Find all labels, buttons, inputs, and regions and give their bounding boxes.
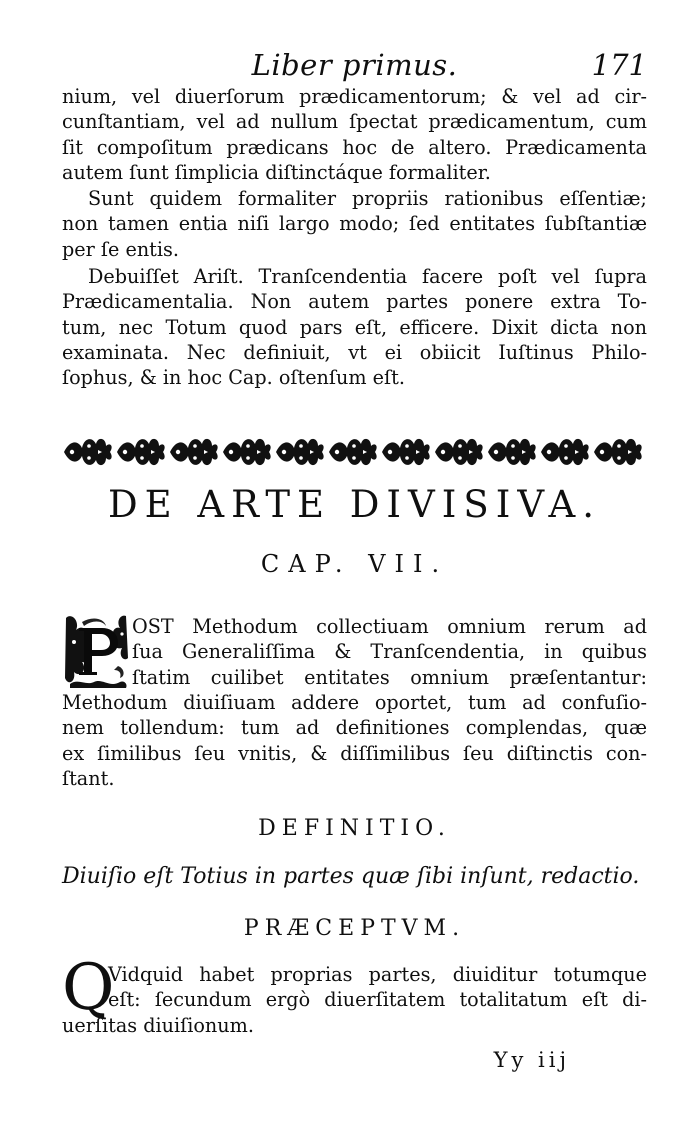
- text-line: nem tollendum: tum ad definitiones complendas, quæ: [62, 716, 647, 740]
- text-line: nium, vel diuerſorum prædicamentorum; & vel ad cir-: [62, 85, 647, 108]
- running-head-title: Liber primus.: [251, 48, 458, 82]
- text-line: OST Methodum collectiuam omnium rerum ad: [132, 615, 647, 638]
- text-line: ſtant.: [62, 766, 115, 790]
- text-line: ſua Generaliſſima & Tranſcendentia, in quibus: [132, 640, 647, 664]
- text-line: ſit compoſitum prædicans hoc de altero. Prædicamenta: [62, 135, 647, 159]
- praeceptum-paragraph-head: [108, 962, 647, 1013]
- text-line: Debuiſſet Ariſt. Tranſcendentia facere poſt vel ſupra: [88, 265, 647, 288]
- fleuron-row: [64, 439, 642, 465]
- page-number: 171: [591, 48, 647, 82]
- text-line: cunſtantiam, vel ad nullum ſpectat prædicamentum, cum: [62, 110, 647, 134]
- text-line: ſtatim cuilibet entitates omnium præſentantur:: [132, 665, 647, 689]
- signature-mark: Yy iij: [493, 1048, 570, 1072]
- text-line: tum, nec Totum quod pars eſt, efficere. Dixit dicta non: [62, 315, 647, 339]
- text-line: ſophus, & in hoc Cap. oſtenſum eſt.: [62, 366, 405, 390]
- fleuron-ornament-band: [62, 432, 647, 472]
- chapter-paragraph: [62, 690, 647, 791]
- text-line: per ſe entis.: [62, 237, 179, 261]
- decorated-initial-p: [62, 612, 130, 690]
- paragraph-continuation: [62, 84, 647, 185]
- text-line: Sunt quidem formaliter propriis rationibus eſſentiæ;: [88, 187, 647, 210]
- chapter-paragraph-head: [132, 614, 647, 690]
- text-line: non tamen entia niſi largo modo; ſed entitates ſubſtantiæ: [62, 212, 647, 236]
- definition-text: Diuiſio eſt Totius in partes quæ ſibi inſunt, redactio.: [62, 864, 640, 889]
- running-head: [62, 44, 647, 84]
- text-line: examinata. Nec definiuit, vt ei obiicit Iuſtinus Philo-: [62, 340, 647, 364]
- chapter-number: CAP. VII.: [260, 550, 449, 578]
- praeceptum-paragraph: [62, 1013, 647, 1038]
- text-line: autem ſunt ſimplicia diſtinctáque formaliter.: [62, 160, 491, 184]
- initial-letter-p-shape: [79, 628, 118, 675]
- paragraph-sunt-quidem: [62, 186, 647, 262]
- praeceptum-heading: PRÆCEPTVM.: [243, 916, 466, 941]
- text-line: ex ſimilibus ſeu vnitis, & diſſimilibus ſeu diſtinctis con-: [62, 741, 647, 765]
- text-line: Methodum diuiſiuam addere oportet, tum ad confuſio-: [62, 691, 647, 714]
- text-line: eſt: ſecundum ergò diuerſitatem totalitatum eſt di-: [108, 988, 647, 1012]
- text-line: Vidquid habet proprias partes, diuiditur totumque: [108, 963, 647, 986]
- initial-letter-q: Q: [62, 951, 115, 1025]
- paragraph-debuisset: [62, 264, 647, 390]
- text-line: Prædicamentalia. Non autem partes ponere extra To-: [62, 290, 647, 314]
- text-line: uerſitas diuiſionum.: [62, 1014, 254, 1037]
- definitio-heading: DEFINITIO.: [258, 816, 451, 841]
- chapter-title: DE ARTE DIVISIVA.: [107, 483, 602, 526]
